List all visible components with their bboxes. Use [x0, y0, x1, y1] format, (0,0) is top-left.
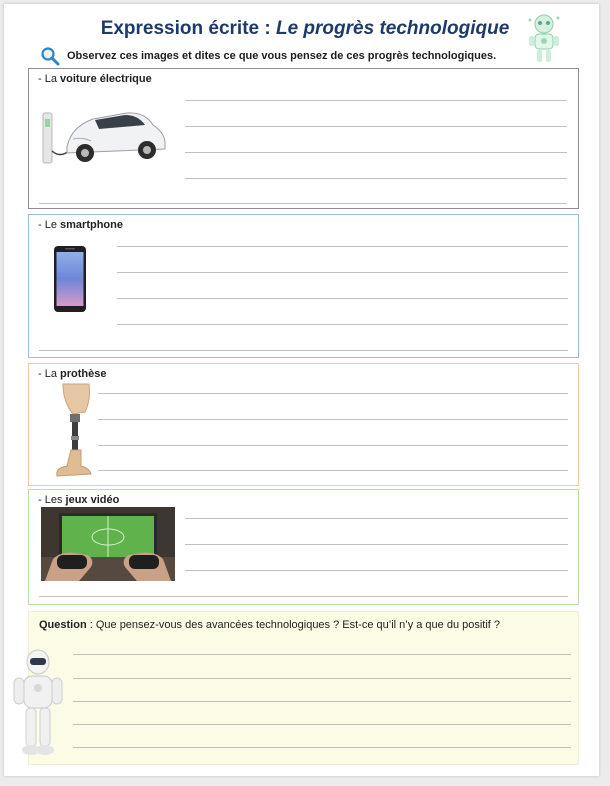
answer-line	[73, 701, 571, 702]
answer-line	[185, 518, 568, 519]
page-title	[0, 18, 610, 40]
section-label: - Le smartphone	[38, 219, 123, 231]
answer-line	[98, 419, 568, 420]
section-label: - La prothèse	[38, 368, 107, 380]
answer-line	[185, 126, 567, 127]
section-label: - La voiture électrique	[38, 73, 152, 85]
answer-line	[117, 324, 568, 325]
answer-line	[117, 246, 568, 247]
title-topic: Le progrès technologique	[275, 18, 510, 39]
answer-line	[185, 152, 567, 153]
answer-line	[73, 678, 571, 679]
section-electric-car	[28, 68, 579, 209]
section-question	[28, 611, 579, 765]
answer-line	[98, 445, 568, 446]
instruction-text: Observez ces images et dites ce que vous pensez de ces progrès technologiques.	[67, 50, 497, 62]
answer-line	[117, 272, 568, 273]
answer-line	[185, 178, 567, 179]
section-video-games	[28, 489, 579, 605]
answer-line	[117, 298, 568, 299]
title-prefix: Expression écrite :	[100, 18, 276, 39]
robot-icon	[12, 648, 64, 758]
answer-line	[98, 470, 568, 471]
question-text: Question : Que pensez-vous des avancées technologiques ? Est-ce qu’il n’y a que du positif ?	[39, 619, 501, 631]
answer-line	[73, 747, 571, 748]
robot-icon	[526, 14, 562, 66]
section-label: - Les jeux vidéo	[38, 494, 120, 506]
answer-line	[185, 100, 567, 101]
answer-line	[185, 544, 568, 545]
section-prosthesis	[28, 363, 579, 486]
section-smartphone	[28, 214, 579, 358]
instruction-row	[40, 46, 496, 66]
electric-car-image	[41, 103, 169, 169]
answer-line	[185, 570, 568, 571]
smartphone-image	[53, 245, 87, 313]
answer-line	[39, 350, 568, 351]
answer-line	[39, 203, 567, 204]
answer-line	[73, 654, 571, 655]
answer-line	[39, 596, 568, 597]
magnifier-icon	[40, 46, 60, 66]
prosthesis-image	[49, 382, 95, 482]
video-games-image	[41, 507, 175, 581]
answer-line	[98, 393, 568, 394]
answer-line	[73, 724, 571, 725]
